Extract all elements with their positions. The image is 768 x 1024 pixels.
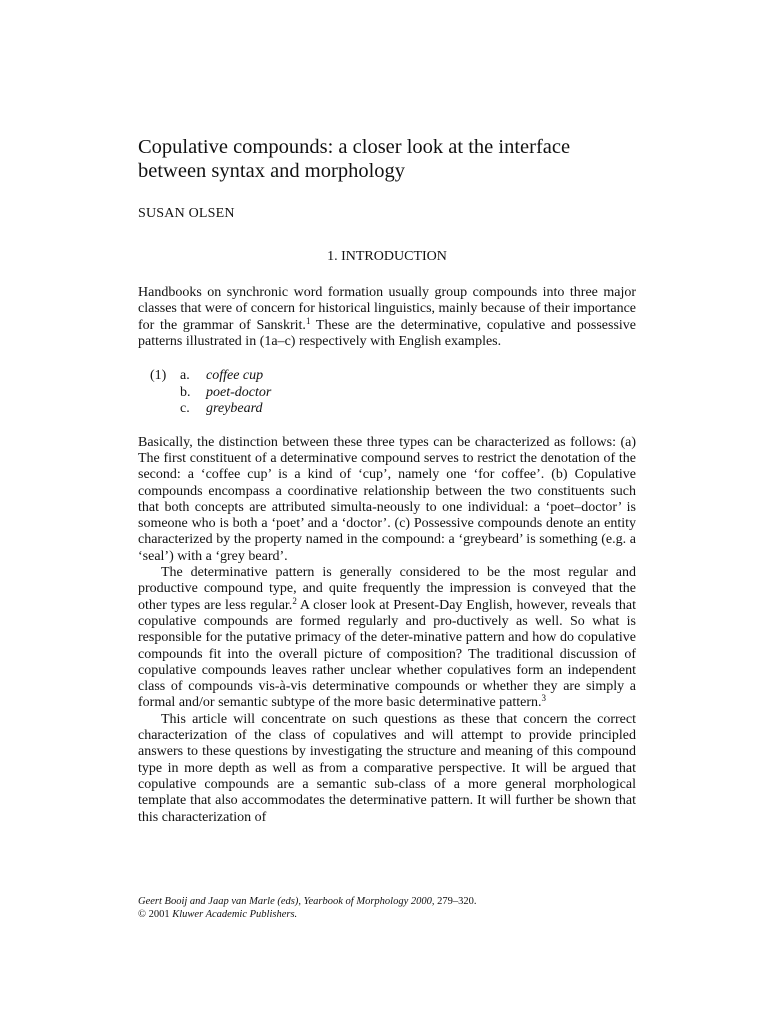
example-letter: a.	[180, 368, 190, 384]
footnote-ref-1[interactable]: 1	[305, 315, 311, 326]
para3-text-b: A closer look at Present-Day English, however, reveals that copulative compounds are formed regularly and pro-ductively as well. So what is responsible for the putative primacy of the deter-minative pattern and how do copulative compounds fit into the overall picture of composition? The traditional discussion of copulative compounds leaves rather unclear whether copulatives form an independent class of compounds vis-à-vis determinative compounds or whether they are simply a formal and/or semantic subtype of the more basic determinative pattern.	[138, 597, 636, 711]
article-title	[138, 135, 636, 183]
para1-tail: These are the determinative, copulative and possessive patterns illustrated in (1a–c) respectively with English examples.	[138, 317, 637, 349]
intro-paragraph-3	[138, 565, 636, 712]
example-text: coffee cup	[206, 368, 264, 384]
citation-source: Geert Booij and Jaap van Marle (eds), Yearbook of Morphology 2000,	[138, 896, 435, 907]
citation-line	[138, 896, 636, 909]
example-letter: c.	[180, 401, 190, 417]
example-row	[138, 401, 636, 418]
example-row	[138, 368, 636, 385]
intro-paragraph-4: This article will concentrate on such questions as these that concern the correct characterization of the class of copulatives and will attempt to provide principled answers to these questions by investigating the structure and meaning of this compound type in more depth as well as from a comparative perspective. It will be argued that copulative compounds are a semantic sub-class of a more general morphological template that also accommodates the determinative pattern. It will further be shown that this characterization of	[138, 711, 636, 825]
article-page	[138, 135, 636, 826]
para1-text: Handbooks on synchronic word formation usually group compounds into three major classes that were of concern for historical linguistics, mainly because of their importance for the grammar of Sanskrit.	[138, 285, 636, 333]
title-line-1: Copulative compounds: a closer look at the interface	[138, 136, 571, 158]
author-name: SUSAN OLSEN	[138, 206, 235, 221]
citation-footer	[138, 896, 636, 921]
example-text: poet-doctor	[206, 384, 272, 400]
example-row	[138, 385, 636, 402]
para3-text-a: The determinative pattern is generally considered to be the most regular and productive compound type, and quite frequently the impression is conveyed that the other types are less regular.	[138, 565, 636, 613]
example-number: (1)	[150, 368, 167, 384]
example-letter: b.	[180, 384, 191, 400]
intro-paragraph-1	[138, 285, 636, 350]
copyright-symbol: © 2001	[138, 908, 173, 920]
footnote-ref-3[interactable]: 3	[541, 693, 547, 704]
section-heading: 1. INTRODUCTION	[327, 249, 447, 264]
example-list	[138, 368, 636, 418]
publisher-name: Kluwer Academic Publishers.	[172, 908, 298, 920]
footnote-ref-2[interactable]: 2	[292, 595, 297, 606]
title-line-2: between syntax and morphology	[138, 160, 406, 182]
intro-paragraph-2: Basically, the distinction between these three types can be characterized as follows: (a) The first constituent of a determinative compound serves to restrict the denotation of the second: a ‘coffee cup’ is a kind of ‘cup’, namely one ‘for coffee’. (b) Copulative compounds encompass a coordinative relationship between the two constituents such that both concepts are attributed simulta-neously to one individual: a ‘poet–doctor’ is someone who is both a ‘poet’ and a ‘doctor’. (c) Possessive compounds denote an entity characterized by the property named in the compound: a ‘greybeard’ is something (e.g. a ‘seal’) with a ‘grey beard’.	[138, 434, 636, 564]
citation-pages: 279–320.	[434, 896, 477, 907]
example-text: greybeard	[206, 401, 263, 417]
copyright-line	[138, 909, 636, 922]
